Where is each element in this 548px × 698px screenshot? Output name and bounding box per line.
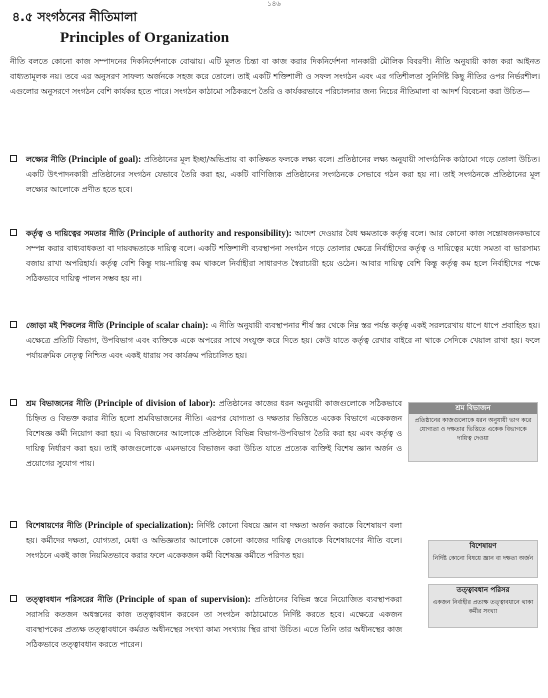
checkbox-bullet-icon — [10, 521, 17, 528]
sidebox-body: নির্দিষ্ট কোনো বিষয়ে জ্ঞান বা দক্ষতা অর্জন — [432, 555, 534, 562]
principle-body: প্রতিষ্ঠানের বিভিন্ন স্তরে নিয়োজিত ব্যবস্থাপকরা সরাসরি কতজন অধস্তনের কাজ তত্ত্বাবধান করবেন তা সংগঠন কাঠামোতে নির্দিষ্ট করতে হবে। এক্ষেত্রে একজন ব্যবস্থাপকের প্রত্যক্ষ তত্ত্বাবধানে কর্মরত অধীনস্থের সংখ্যা কাম্য সংখ্যায় স্থির রাখা উচিত। এতে তিনি তার অধীনস্থের কাজ সঠিকভাবে তত্ত্বাবধান করতে পারেন। — [26, 595, 402, 649]
checkbox-bullet-icon — [10, 321, 17, 328]
principle-name: বিশেষায়ণের নীতি — [26, 521, 82, 530]
principle-text — [26, 318, 540, 363]
principle-name: তত্ত্বাবধান পরিসরের নীতি — [26, 595, 113, 604]
principle-body: এ নীতি অনুযায়ী ব্যবস্থাপনার শীর্ষ স্তর থেকে নিম্ন স্তর পর্যন্ত কর্তৃত্ব একই সরলরেখায় ধাপে ধাপে প্রবাহিত হয়। এক্ষেত্রে প্রতিটি বিভাগ, উপবিভাগ এবং ব্যক্তিকে একে অপরের সাথে সংযুক্ত করে দিতে হয়। কেউ যাতে কর্তৃত্ব রেখার বাইরে না থাকে সেদিকে খেয়াল রাখা হয়। ফলে পর্যায়ক্রমিক নেতৃত্ব নিশ্চিত এবং একই ধারায় সব কার্যক্রম পরিচালিত হয়। — [26, 321, 540, 360]
principle-authority — [10, 226, 540, 286]
principle-name: লক্ষ্যের নীতি — [26, 155, 66, 164]
principle-goal — [10, 152, 540, 197]
principle-english: (Principle of specialization): — [84, 520, 194, 530]
sidebox-body: প্রতিষ্ঠানের কাজগুলোকে ধরন অনুযায়ী ভাগ করে যোগ্যতা ও দক্ষতার ভিত্তিতে একেক বিভাগকে দায়িত্ব দেওয়া — [414, 417, 532, 442]
principle-body: আদেশ দেওয়ার বৈধ ক্ষমতাকে কর্তৃত্ব বলে। আর কোনো কাজ সন্তোষজনকভাবে সম্পন্ন করার বাধ্যবাধকতা বা দায়বদ্ধতাকে দায়িত্ব বলে। একটি শক্তিশালী ব্যবস্থাপনা সংগঠন গড়ে তোলার ক্ষেত্রে নির্বাহীদের কর্তৃত্ব ও দায়িত্বের মধ্যে সমতা বা ভারসাম্য বজায় রাখা অপরিহার্য। কর্তৃত্ব বেশি কিন্তু দায়-দায়িত্ব কম থাকলে নির্বাহীরা সাধারণত স্বৈরাচারী হয়ে ওঠেন। আবার দায়িত্ব বেশি কিন্তু কর্তৃত্ব কম হলে নির্বাহীদের পক্ষে সঠিকভাবে দায়িত্ব পালন সম্ভব হয় না। — [26, 229, 540, 283]
principle-scalar-chain — [10, 318, 540, 363]
sidebox-title: বিশেষায়ণ — [469, 542, 497, 550]
principle-body: প্রতিষ্ঠানের মূল ইচ্ছা/অভিপ্রায় বা কাঙ্ক্ষিত ফলকে লক্ষ্য বলে। প্রতিষ্ঠানের লক্ষ্য অনুযায়ী সাংগঠনিক কাঠামো গড়ে তোলা উচিত। একটি উৎপাদনকারী প্রতিষ্ঠানের সংগঠন যেভাবে তৈরি করা হয়, একটি বাণিজ্যিক প্রতিষ্ঠানের সংগঠনকে সেভাবে গঠন করা হয় না। তাই সংগঠনকে প্রতিষ্ঠানের মূল লক্ষ্যের আলোকে প্রণীত হতে হবে। — [26, 155, 541, 194]
sidebox-division-of-labor — [408, 402, 538, 462]
principle-specialization — [10, 518, 402, 563]
intro-paragraph: নীতি বলতে কোনো কাজ সম্পাদনের দিকনির্দেশনাকে বোঝায়। এটি মূলত চিন্তা বা কাজ করার দিকনির্দেশনা দানকারী মৌলিক বিবরণী। নীতি অনুযায়ী কাজ করা আইনত বাধ্যতামূলক নয়। তবে এর অনুসরণ সাফল্য অর্জনকে সহজ করে তোলে। তাই একটি শক্তিশালী ও সফল সংগঠন এবং এর গতিশীলতা সুনির্দিষ্ট কিছু নীতির ওপর নির্ভরশীল। এগুলোর অনুসরণে সংগঠন বেশি কার্যকর হতে পারে। সংগঠন কাঠামো সঠিকরূপে তৈরি ও কার্যকরভাবে পরিচালনার জন্য নিচের নীতিমালা বা আদর্শ বিবেচনা করা উচিত— — [10, 57, 540, 96]
principle-body: নির্দিষ্ট কোনো বিষয়ে জ্ঞান বা দক্ষতা অর্জন করাকে বিশেষায়ণ বলা হয়। কর্মীদের দক্ষতা, যোগ্যতা, মেধা ও অভিজ্ঞতার আলোকে কোনো কাজের দায়িত্ব দেওয়াকে বিশেষায়ণের নীতি বলে। সংগঠনে একই কাজ নিয়মিতভাবে করার ফলে একেকজন কর্মী বিশেষজ্ঞ কর্মীতে পরিণত হয়। — [26, 521, 403, 560]
principle-span-of-supervision — [10, 592, 402, 652]
principle-english: (Principle of scalar chain): — [106, 320, 209, 330]
sidebox-body: একজন নির্বাহীর প্রত্যক্ষ তত্ত্বাবধানে থাকা কর্মীর সংখ্যা — [432, 599, 534, 615]
checkbox-bullet-icon — [10, 229, 17, 236]
sidebox-title: তত্ত্বাবধান পরিসর — [456, 586, 510, 594]
principle-text — [26, 152, 540, 197]
principle-text — [26, 592, 402, 652]
checkbox-bullet-icon — [10, 595, 17, 602]
principle-english: (Principle of authority and responsibility): — [127, 228, 292, 238]
checkbox-bullet-icon — [10, 155, 17, 162]
page-number: ১৪৬ — [267, 0, 281, 8]
english-title: Principles of Organization — [60, 30, 230, 46]
principle-name: জোড়া মই শিকলের নীতি — [26, 321, 104, 330]
sidebox-title: শ্রম বিভাজন — [409, 403, 537, 414]
principle-name: কর্তৃত্ব ও দায়িত্বের সমতার নীতি — [26, 229, 125, 238]
section-title: ৪.৫ সংগঠনের নীতিমালা — [12, 9, 138, 24]
principle-text — [26, 396, 402, 471]
principle-body: প্রতিষ্ঠানের কাজের ধরন অনুযায়ী কাজগুলোকে সঠিকভাবে চিহ্নিত ও বিভক্ত করার নীতি হলো শ্রমবিভাজনের নীতি। এরপর যোগ্যতা ও দক্ষতার ভিত্তিতে একেক বিভাগে একেকজন বিশেষজ্ঞ কর্মী নিয়োগ করা হয়। এ বিভাজনের আলোকে প্রতিষ্ঠানে বিভিন্ন বিভাগ-উপবিভাগ তৈরি করা হয় এবং কর্তৃত্ব ও দায়িত্ব নির্ধারণ করা হয়। তাই কাজগুলোকে এমনভাবে বিভাজন করা উচিত যাতে প্রত্যেক ব্যক্তিই বিশেষ জ্ঞান অর্জন ও প্রয়োগের সুযোগ পায়। — [26, 399, 402, 468]
principle-text — [26, 518, 402, 563]
principle-text — [26, 226, 540, 286]
sidebox-specialization — [428, 540, 538, 578]
principle-english: (Principle of division of labor): — [94, 398, 216, 408]
principle-english: (Principle of goal): — [68, 154, 142, 164]
principle-name: শ্রম বিভাজনের নীতি — [26, 399, 92, 408]
checkbox-bullet-icon — [10, 399, 17, 406]
principle-english: (Principle of span of supervision): — [116, 594, 251, 604]
principle-division-of-labor — [10, 396, 402, 471]
sidebox-span-of-supervision — [428, 584, 538, 628]
